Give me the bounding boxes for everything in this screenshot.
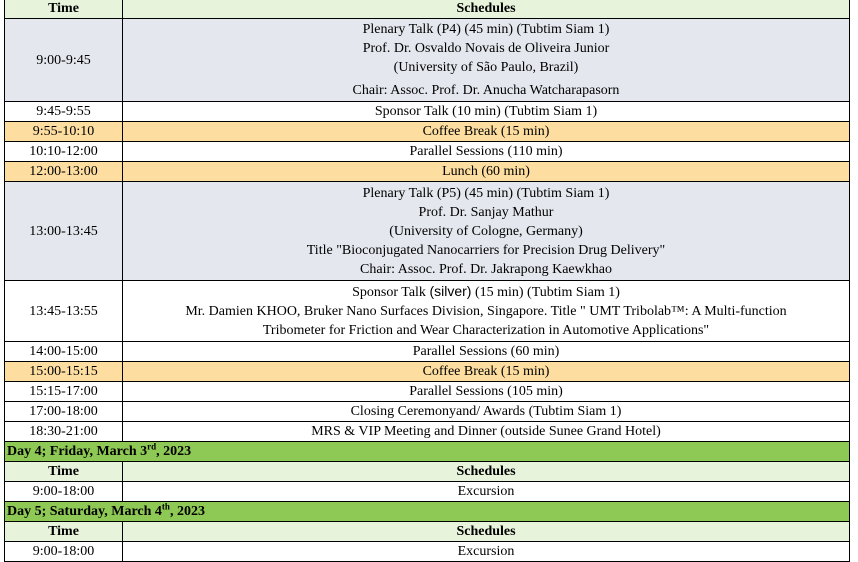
schedule-line: (University of Cologne, Germany) <box>389 223 583 239</box>
time-cell: 15:00-15:15 <box>5 362 123 382</box>
schedule-line: Title "Bioconjugated Nanocarriers for Precision Drug Delivery" <box>306 242 666 258</box>
table-row <box>5 142 850 162</box>
day-heading-cell <box>5 502 850 522</box>
schedule-cell: MRS & VIP Meeting and Dinner (outside Sunee Grand Hotel) <box>123 422 850 442</box>
sponsor-row <box>5 281 850 342</box>
time-cell: 9:55-10:10 <box>5 122 123 142</box>
schedule-cell: Parallel Sessions (110 min) <box>123 142 850 162</box>
schedule-cell: Lunch (60 min) <box>123 162 850 182</box>
time-cell: 13:00-13:45 <box>5 182 123 281</box>
schedule-cell <box>123 182 850 281</box>
time-header: Time <box>5 462 123 482</box>
coffee-break-row <box>5 362 850 382</box>
time-cell: 18:30-21:00 <box>5 422 123 442</box>
schedule-line: Mr. Damien KHOO, Bruker Nano Surfaces Division, Singapore. Title " UMT Tribolab™: A Multi-function <box>185 304 787 319</box>
time-header: Time <box>5 522 123 542</box>
day-heading-year: , 2023 <box>156 444 192 459</box>
time-cell: 9:00-9:45 <box>5 19 123 102</box>
sponsor-label: Sponsor Talk <box>352 285 430 300</box>
schedules-header: Schedules <box>123 522 850 542</box>
lunch-row <box>5 162 850 182</box>
schedule-line: (University of São Paulo, Brazil) <box>393 60 579 75</box>
table-row <box>5 382 850 402</box>
schedule-cell: Excursion <box>123 542 850 562</box>
schedule-cell <box>123 281 850 342</box>
day-heading-text: Day 4; Friday, March 3 <box>7 444 148 459</box>
ordinal-suffix: th <box>161 501 170 512</box>
schedule-line: Tribometer for Friction and Wear Characterization in Automotive Applications" <box>262 323 710 338</box>
day-heading-cell <box>5 442 850 462</box>
table-row <box>5 542 850 562</box>
table-row <box>5 422 850 442</box>
day-4-heading <box>5 442 850 462</box>
schedule-cell <box>123 19 850 102</box>
schedule-line: Plenary Talk (P4) (45 min) (Tubtim Siam 1) <box>362 22 610 37</box>
table-row <box>5 482 850 502</box>
time-cell: 17:00-18:00 <box>5 402 123 422</box>
header-row <box>5 462 850 482</box>
time-cell: 14:00-15:00 <box>5 342 123 362</box>
plenary-row-p5 <box>5 182 850 281</box>
day-5-heading <box>5 502 850 522</box>
schedule-cell: Sponsor Talk (10 min) (Tubtim Siam 1) <box>123 102 850 122</box>
time-cell: 10:10-12:00 <box>5 142 123 162</box>
schedule-cell: Parallel Sessions (60 min) <box>123 342 850 362</box>
schedule-line: Prof. Dr. Sanjay Mathur <box>418 204 554 220</box>
time-cell: 13:45-13:55 <box>5 281 123 342</box>
schedule-table <box>4 0 850 562</box>
schedule-cell: Coffee Break (15 min) <box>123 362 850 382</box>
ordinal-suffix: rd <box>147 441 157 452</box>
schedule-line: Chair: Assoc. Prof. Dr. Jakrapong Kaewkhao <box>360 261 612 277</box>
time-cell: 15:15-17:00 <box>5 382 123 402</box>
schedule-cell: Excursion <box>123 482 850 502</box>
silver-label: (silver) <box>429 283 472 299</box>
schedule-line: Chair: Assoc. Prof. Dr. Anucha Watcharapasorn <box>352 83 620 98</box>
header-row <box>5 0 850 19</box>
schedule-line: Plenary Talk (P5) (45 min) (Tubtim Siam 1) <box>362 185 610 201</box>
schedules-header: Schedules <box>123 462 850 482</box>
table-row <box>5 102 850 122</box>
schedule-cell: Coffee Break (15 min) <box>123 122 850 142</box>
schedule-cell: Parallel Sessions (105 min) <box>123 382 850 402</box>
sponsor-duration: (15 min) (Tubtim Siam 1) <box>471 285 620 300</box>
day-heading-text: Day 5; Saturday, March 4 <box>7 504 162 519</box>
header-row <box>5 522 850 542</box>
time-cell: 9:45-9:55 <box>5 102 123 122</box>
table-row <box>5 402 850 422</box>
time-cell: 9:00-18:00 <box>5 482 123 502</box>
table-row <box>5 342 850 362</box>
time-cell: 12:00-13:00 <box>5 162 123 182</box>
schedule-line <box>123 282 849 302</box>
schedule-cell: Closing Ceremonyand/ Awards (Tubtim Siam 1) <box>123 402 850 422</box>
schedules-header: Schedules <box>123 0 850 19</box>
time-header: Time <box>5 0 123 19</box>
schedule-line: Prof. Dr. Osvaldo Novais de Oliveira Junior <box>362 41 610 56</box>
plenary-row-p4 <box>5 19 850 102</box>
day-heading-year: , 2023 <box>169 504 205 519</box>
coffee-break-row <box>5 122 850 142</box>
time-cell: 9:00-18:00 <box>5 542 123 562</box>
